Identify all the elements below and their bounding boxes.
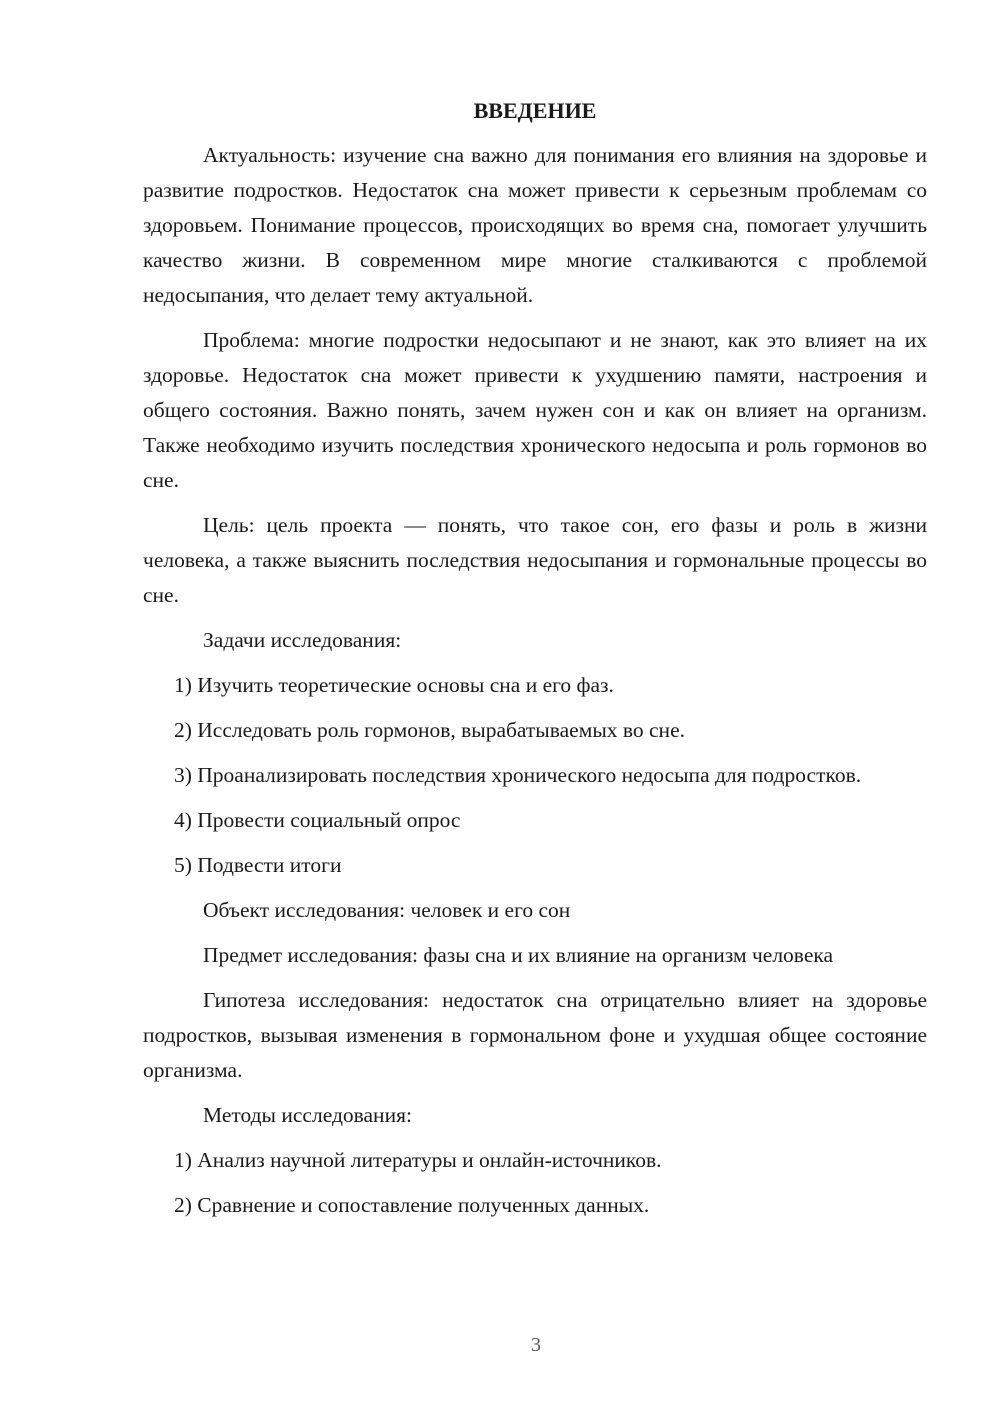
document-page [143,96,927,1233]
task-item: 1) Изучить теоретические основы сна и его фаз. [174,673,614,697]
relevance-paragraph: Актуальность: изучение сна важно для понимания его влияния на здоровье и развитие подростков. Недостаток сна может привести к серьезным проблемам со здоровьем. Понимание процессов, происходящих во время сна, помогает улучшить качество жизни. В современном мире многие сталкиваются с проблемой недосыпания, что делает тему актуальной. [143,143,927,307]
goal-paragraph: Цель: цель проекта — понять, что такое сон, его фазы и роль в жизни человека, а также выяснить последствия недосыпания и гормональные процессы во сне. [143,513,927,607]
task-item: 4) Провести социальный опрос [174,808,461,832]
subject-line: Предмет исследования: фазы сна и их влияние на организм человека [203,943,834,967]
tasks-heading: Задачи исследования: [203,628,402,652]
task-item: 5) Подвести итоги [174,853,342,877]
task-item: 2) Исследовать роль гормонов, вырабатываемых во сне. [174,718,685,742]
method-item: 1) Анализ научной литературы и онлайн-источников. [174,1148,662,1172]
task-item: 3) Проанализировать последствия хронического недосыпа для подростков. [174,763,862,787]
methods-heading: Методы исследования: [203,1103,412,1127]
page-number: 3 [531,1334,541,1356]
section-title: ВВЕДЕНИЕ [473,98,597,123]
method-item: 2) Сравнение и сопоставление полученных данных. [174,1193,650,1217]
object-line: Объект исследования: человек и его сон [203,898,571,922]
problem-paragraph: Проблема: многие подростки недосыпают и не знают, как это влияет на их здоровье. Недостаток сна может привести к ухудшению памяти, настроения и общего состояния. Важно понять, зачем нужен сон и как он влияет на организм. Также необходимо изучить последствия хронического недосыпа и роль гормонов во сне. [143,328,927,492]
hypothesis-paragraph: Гипотеза исследования: недостаток сна отрицательно влияет на здоровье подростков, вызывая изменения в гормональном фоне и ухудшая общее состояние организма. [143,988,927,1082]
